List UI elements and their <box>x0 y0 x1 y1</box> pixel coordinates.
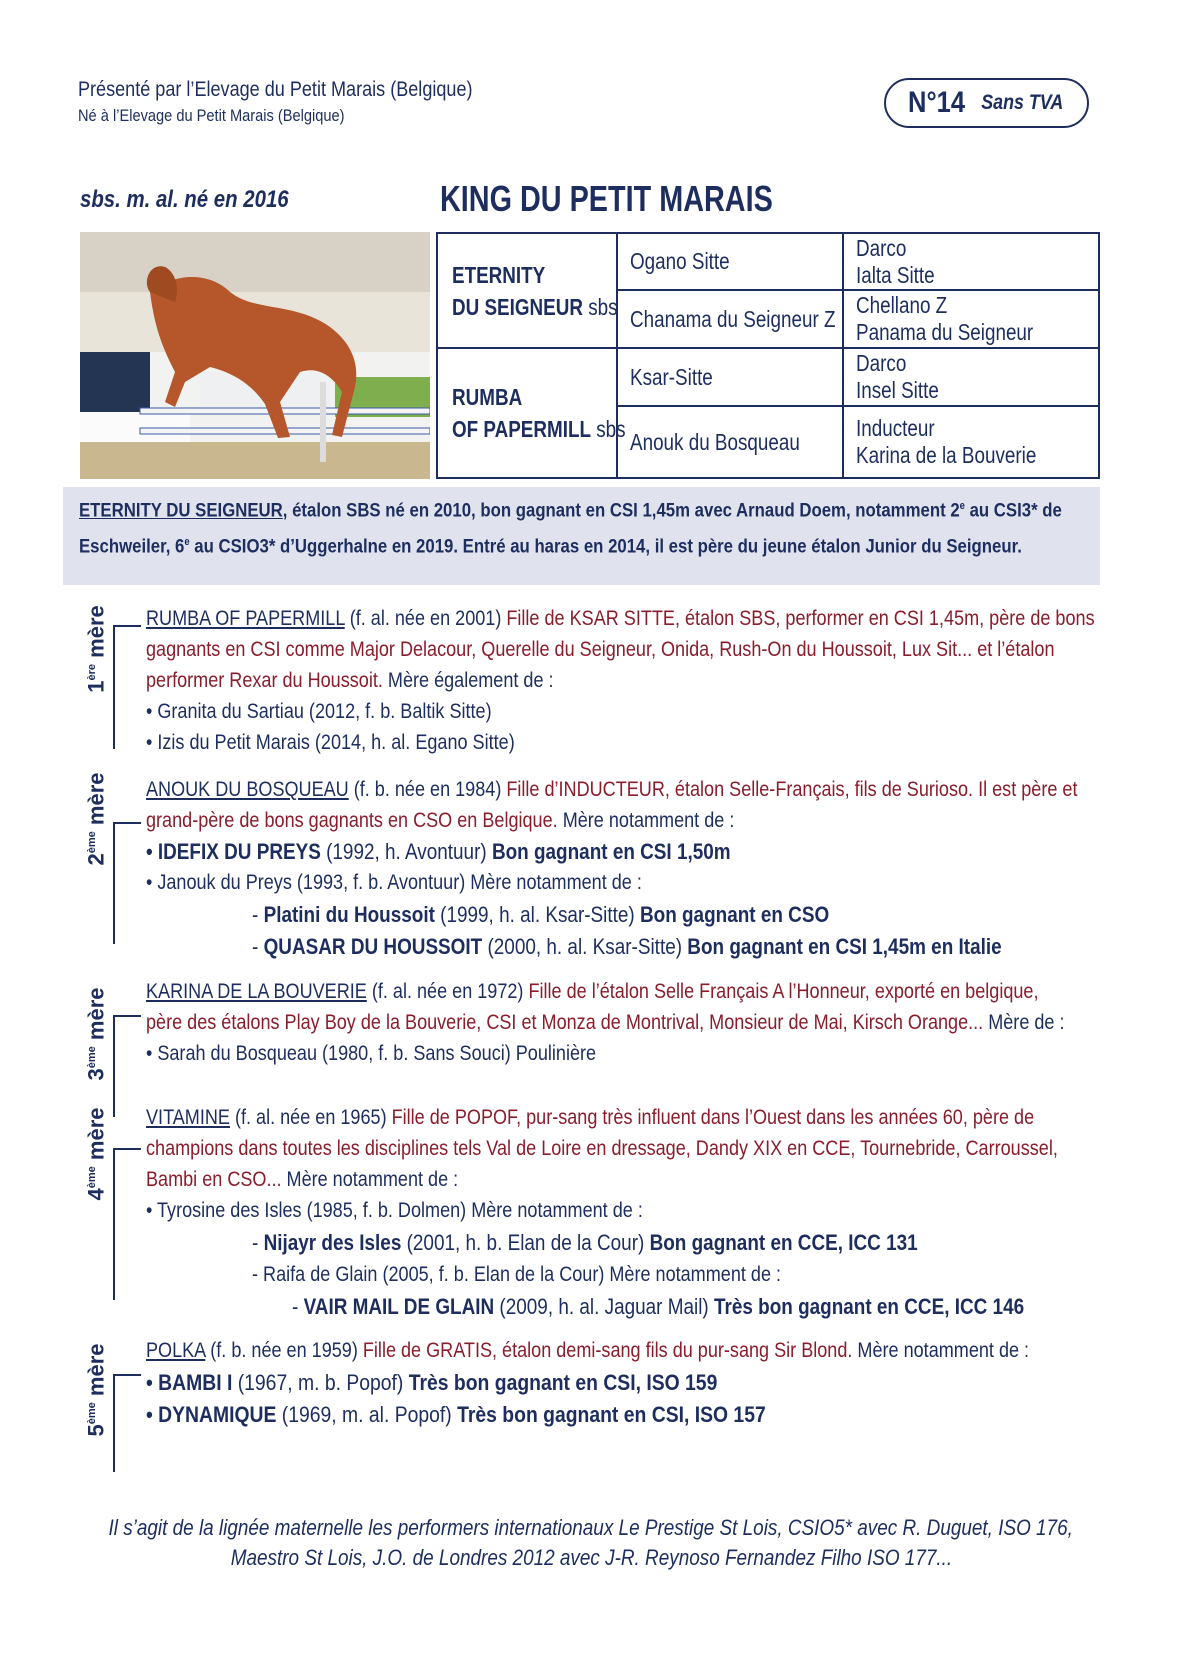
pedigree-great-grandparents: Darco Insel Sitte <box>856 350 939 403</box>
pedigree-great-grandparents: Inducteur Karina de la Bouverie <box>856 415 1037 468</box>
dam5-name: POLKA <box>146 1339 206 1362</box>
pedigree-grandparent: Ogano Sitte <box>630 248 730 274</box>
dam2-line2: grand-père de bons gagnants en CSO en Belgique. Mère notamment de : <box>146 809 735 832</box>
dam5-offspring-2: • DYNAMIQUE (1969, m. al. Popof) Très bon gagnant en CSI, ISO 157 <box>146 1402 766 1427</box>
dam2-grand-offspring-2: - QUASAR DU HOUSSOIT (2000, h. al. Ksar-Sitte) Bon gagnant en CSI 1,45m en Italie <box>252 934 1002 959</box>
dam4-grand-offspring-1: - Nijayr des Isles (2001, h. b. Elan de la Cour) Bon gagnant en CCE, ICC 131 <box>252 1230 918 1255</box>
dam-bracket-1 <box>113 625 141 749</box>
horse-jumping-image <box>80 232 430 479</box>
dam4-name: VITAMINE <box>146 1106 230 1129</box>
dam-bracket-4 <box>113 1148 141 1300</box>
presenter-line: Présenté par l’Elevage du Petit Marais (Belgique) <box>78 78 473 101</box>
sire-note-text: ETERNITY DU SEIGNEUR, étalon SBS né en 2010, bon gagnant en CSI 1,45m avec Arnaud Doem, notamment 2e au CSI3* de Eschweiler, 6e au CSIO3* d’Uggerhalne en 2019. Entré au haras en 2014, il est père du jeune étalon Junior du Seigneur. <box>79 499 1062 557</box>
pedigree-great-grandparents: Darco Ialta Sitte <box>856 234 935 288</box>
dam-label-2: 2ème mère <box>83 772 109 866</box>
dam2-offspring-1: • IDEFIX DU PREYS (1992, h. Avontuur) Bon gagnant en CSI 1,50m <box>146 839 731 864</box>
dam3-name: KARINA DE LA BOUVERIE <box>146 980 367 1003</box>
dam1-line2: gagnants en CSI comme Major Delacour, Querelle du Seigneur, Onida, Rush-On du Houssoit, Lux Sit... et l’étalon <box>146 638 1055 661</box>
dam3-offspring-1: • Sarah du Bosqueau (1980, f. b. Sans Souci) Poulinière <box>146 1042 597 1065</box>
horse-name: KING DU PETIT MARAIS <box>440 178 773 219</box>
dam4-line1: VITAMINE (f. al. née en 1965) Fille de POPOF, pur-sang très influent dans l’Ouest dans les années 60, père de <box>146 1106 1035 1129</box>
dam-label-1: 1ère mère <box>83 605 109 693</box>
pedigree-dam <box>438 349 626 477</box>
dam-bracket-3 <box>113 1015 141 1117</box>
pedigree-table <box>436 232 1100 479</box>
dam-label-4: 4ème mère <box>83 1107 109 1201</box>
dam-name-line1: RUMBA <box>452 384 523 410</box>
dam1-line1: RUMBA OF PAPERMILL (f. al. née en 2001) Fille de KSAR SITTE, étalon SBS, performer en CSI 1,45m, père de bons <box>146 607 1095 630</box>
sire-name-line2: DU SEIGNEUR <box>452 293 583 320</box>
footer-line2: Maestro St Lois, J.O. de Londres 2012 avec J-R. Reynoso Fernandez Filho ISO 177... <box>230 1545 952 1570</box>
lot-number: N°14 <box>907 86 965 119</box>
sire-breed: sbs <box>588 293 618 320</box>
dam-breed: sbs <box>596 416 626 442</box>
dam1-offspring-2: • Izis du Petit Marais (2014, h. al. Egano Sitte) <box>146 731 515 754</box>
dam3-line2: père des étalons Play Boy de la Bouverie, CSI et Monza de Montrival, Monsieur de Mai, Kirsch Orange... Mère de : <box>146 1011 1065 1034</box>
dam-label-5: 5ème mère <box>83 1343 109 1437</box>
dam2-grand-offspring-1: - Platini du Houssoit (1999, h. al. Ksar-Sitte) Bon gagnant en CSO <box>252 902 830 927</box>
lot-badge <box>884 78 1089 128</box>
pedigree-sire <box>438 234 616 347</box>
dam2-line1: ANOUK DU BOSQUEAU (f. b. née en 1984) Fille d’INDUCTEUR, étalon Selle-Français, fils de Surioso. Il est père et <box>146 778 1078 801</box>
dam1-name: RUMBA OF PAPERMILL <box>146 607 345 630</box>
dam4-offspring-1: • Tyrosine des Isles (1985, f. b. Dolmen) Mère notamment de : <box>146 1199 643 1222</box>
dam1-line3: performer Rexar du Houssoit. Mère également de : <box>146 669 554 692</box>
sire-note-box <box>63 487 1100 585</box>
dam3-line1: KARINA DE LA BOUVERIE (f. al. née en 1972) Fille de l’étalon Selle Français A l’Honneur, exporté en belgique, <box>146 980 1039 1003</box>
footer-line1: Il s’agit de la lignée maternelle les performers internationaux Le Prestige St Lois, CSIO5* avec R. Duguet, ISO 176, <box>108 1515 1074 1540</box>
horse-descriptor: sbs. m. al. né en 2016 <box>80 186 289 213</box>
lot-tax-label: Sans TVA <box>981 91 1064 114</box>
dam-name-line2: OF PAPERMILL <box>452 416 592 442</box>
footer-note <box>0 1513 1182 1573</box>
dam-bracket-2 <box>113 822 141 944</box>
dam4-line2: champions dans toutes les disciplines tels Val de Loire en dressage, Dandy XIX en CCE, Tournebride, Carroussel, <box>146 1137 1058 1160</box>
dam5-offspring-1: • BAMBI I (1967, m. b. Popof) Très bon gagnant en CSI, ISO 159 <box>146 1370 718 1395</box>
dam2-name: ANOUK DU BOSQUEAU <box>146 778 349 801</box>
pedigree-great-grandparents: Chellano Z Panama du Seigneur <box>856 292 1034 345</box>
sire-note-name: ETERNITY DU SEIGNEUR <box>79 499 283 522</box>
dam-label-3: 3ème mère <box>83 987 109 1081</box>
pedigree-grandparent: Chanama du Seigneur Z <box>630 305 836 332</box>
dam4-grand-offspring-2: - Raifa de Glain (2005, f. b. Elan de la Cour) Mère notamment de : <box>252 1263 782 1286</box>
dam4-line3: Bambi en CSO... Mère notamment de : <box>146 1168 459 1191</box>
pedigree-grandparent: Anouk du Bosqueau <box>630 428 800 455</box>
sire-name-line1: ETERNITY <box>452 261 546 288</box>
horse-photo <box>80 232 430 479</box>
dam4-great-grand-offspring-1: - VAIR MAIL DE GLAIN (2009, h. al. Jaguar Mail) Très bon gagnant en CCE, ICC 146 <box>292 1294 1025 1319</box>
dam-bracket-5 <box>113 1374 141 1472</box>
dam5-line1: POLKA (f. b. née en 1959) Fille de GRATIS, étalon demi-sang fils du pur-sang Sir Blond. Mère notamment de : <box>146 1339 1030 1362</box>
pedigree-grandparent: Ksar-Sitte <box>630 363 713 390</box>
dam1-offspring-1: • Granita du Sartiau (2012, f. b. Baltik Sitte) <box>146 700 492 723</box>
dam2-offspring-2: • Janouk du Preys (1993, f. b. Avontuur) Mère notamment de : <box>146 871 642 894</box>
birthplace-line: Né à l’Elevage du Petit Marais (Belgique) <box>78 106 345 125</box>
